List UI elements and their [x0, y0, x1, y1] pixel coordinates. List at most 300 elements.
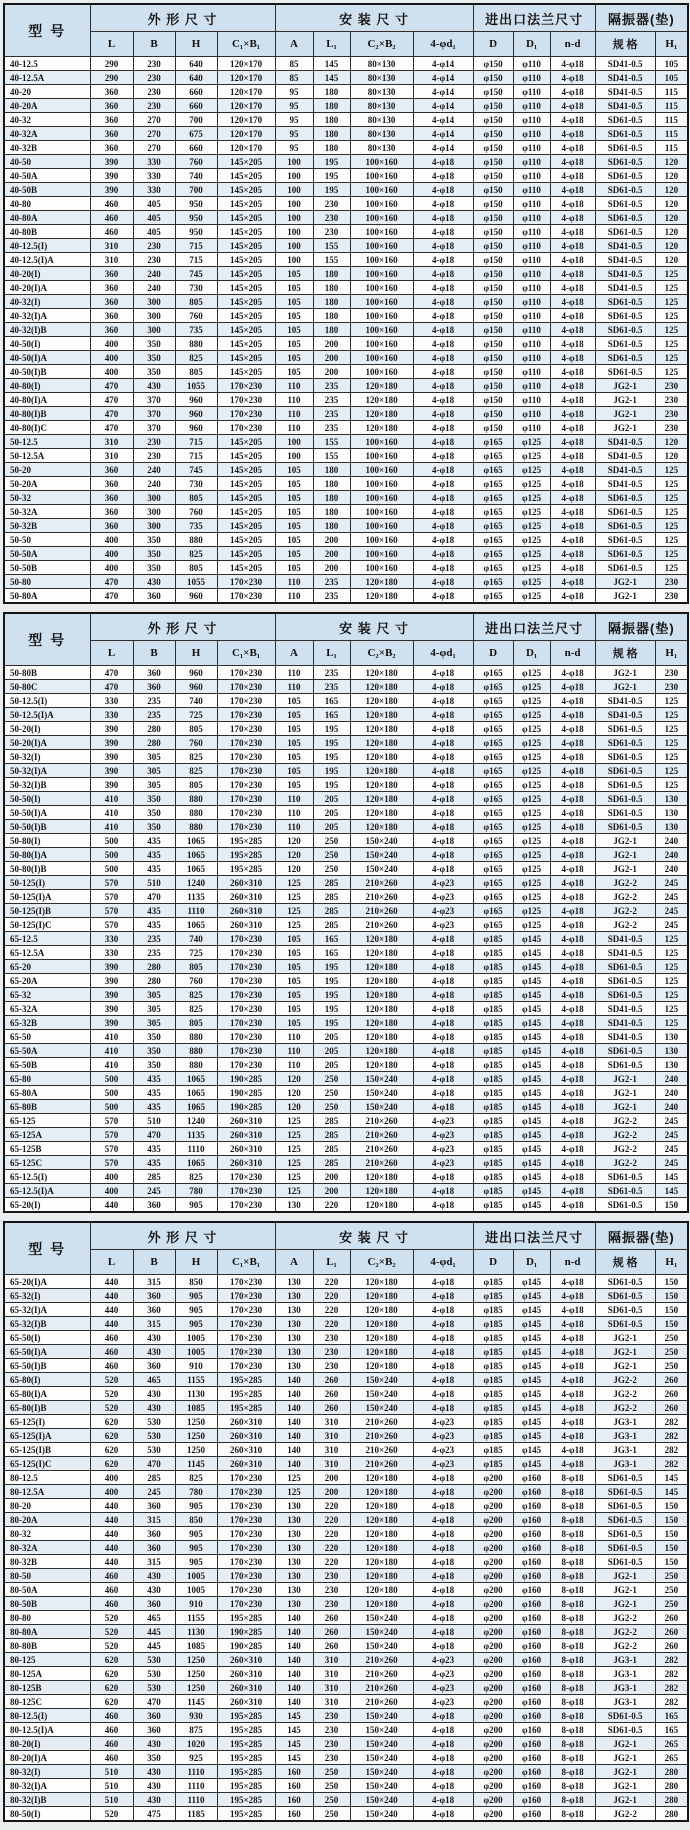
cell-H1: 245 [655, 876, 688, 890]
model-cell: 65-125C [4, 1156, 90, 1170]
model-cell: 80-20A [4, 1513, 90, 1527]
cell-A: 130 [275, 1499, 313, 1513]
cell-A: 100 [275, 183, 313, 197]
cell-C2xB2: 100×160 [350, 477, 413, 491]
cell-H: 960 [175, 589, 217, 604]
table-row [4, 1751, 688, 1765]
cell-D1: φ145 [513, 1443, 550, 1457]
cell-D: φ200 [473, 1681, 513, 1695]
cell-n-d: 4-φ18 [550, 750, 595, 764]
cell-C2xB2: 100×160 [350, 281, 413, 295]
cell-H: 660 [175, 99, 217, 113]
cell-H1: 250 [655, 1569, 688, 1583]
cell-A: 130 [275, 1345, 313, 1359]
cell-A: 110 [275, 407, 313, 421]
table-row [4, 1471, 688, 1485]
cell-H: 735 [175, 519, 217, 533]
cell-n-d: 4-φ18 [550, 533, 595, 547]
table-row [4, 1331, 688, 1345]
cell-D: φ150 [473, 281, 513, 295]
cell-H: 905 [175, 1527, 217, 1541]
cell-n-d: 8-φ18 [550, 1499, 595, 1513]
cell-4-phi-d1: 4-φ18 [413, 225, 473, 239]
table-row [4, 988, 688, 1002]
cell-B: 350 [133, 365, 175, 379]
col-header-H1: H₁ [655, 1250, 688, 1275]
col-header-A: A [275, 641, 313, 666]
cell-L: 470 [90, 666, 133, 680]
cell-H: 805 [175, 722, 217, 736]
cell-H: 780 [175, 1485, 217, 1499]
cell-H1: 282 [655, 1415, 688, 1429]
cell-L1: 180 [313, 477, 350, 491]
model-cell: 50-80C [4, 680, 90, 694]
cell-spec: SD61-0.5 [595, 806, 655, 820]
cell-L1: 195 [313, 736, 350, 750]
cell-D: φ165 [473, 519, 513, 533]
table-row [4, 253, 688, 267]
cell-L: 470 [90, 589, 133, 604]
cell-H1: 125 [655, 974, 688, 988]
cell-H: 715 [175, 435, 217, 449]
cell-A: 125 [275, 1142, 313, 1156]
cell-L1: 230 [313, 1345, 350, 1359]
cell-L: 440 [90, 1555, 133, 1569]
cell-B: 230 [133, 239, 175, 253]
cell-n-d: 8-φ18 [550, 1555, 595, 1569]
cell-C1xB1: 145×205 [217, 449, 275, 463]
col-header-spec: 规 格 [595, 641, 655, 666]
model-cell: 65-50 [4, 1030, 90, 1044]
cell-L: 390 [90, 1002, 133, 1016]
cell-C2xB2: 210×260 [350, 1443, 413, 1457]
cell-4-phi-d1: 4-φ14 [413, 141, 473, 155]
cell-spec: JG2-2 [595, 1625, 655, 1639]
cell-D: φ185 [473, 1002, 513, 1016]
cell-D1: φ110 [513, 337, 550, 351]
cell-4-phi-d1: 4-φ18 [413, 1170, 473, 1184]
cell-D: φ165 [473, 477, 513, 491]
cell-H1: 245 [655, 1156, 688, 1170]
cell-H: 1250 [175, 1667, 217, 1681]
cell-C1xB1: 190×285 [217, 1072, 275, 1086]
cell-D: φ200 [473, 1471, 513, 1485]
table-row [4, 295, 688, 309]
cell-L1: 180 [313, 141, 350, 155]
cell-D1: φ145 [513, 1317, 550, 1331]
cell-H: 1110 [175, 1142, 217, 1156]
cell-C1xB1: 170×230 [217, 1289, 275, 1303]
cell-D1: φ110 [513, 225, 550, 239]
cell-D: φ165 [473, 862, 513, 876]
cell-4-phi-d1: 4-φ18 [413, 547, 473, 561]
cell-L1: 235 [313, 666, 350, 680]
cell-L: 310 [90, 435, 133, 449]
cell-L: 460 [90, 1583, 133, 1597]
cell-spec: JG2-1 [595, 848, 655, 862]
cell-A: 140 [275, 1695, 313, 1709]
cell-4-phi-d1: 4-φ18 [413, 1387, 473, 1401]
cell-B: 235 [133, 708, 175, 722]
cell-4-phi-d1: 4-φ18 [413, 323, 473, 337]
cell-L1: 285 [313, 904, 350, 918]
cell-spec: JG2-1 [595, 1583, 655, 1597]
cell-D1: φ125 [513, 477, 550, 491]
cell-B: 270 [133, 141, 175, 155]
table-row [4, 918, 688, 932]
cell-H1: 130 [655, 1030, 688, 1044]
table-row [4, 393, 688, 407]
cell-D1: φ160 [513, 1485, 550, 1499]
cell-D1: φ160 [513, 1499, 550, 1513]
cell-C1xB1: 170×230 [217, 1499, 275, 1513]
model-cell: 80-50 [4, 1569, 90, 1583]
cell-spec: SD41-0.5 [595, 85, 655, 99]
cell-spec: JG2-2 [595, 1639, 655, 1653]
cell-D1: φ110 [513, 183, 550, 197]
cell-C1xB1: 170×230 [217, 1044, 275, 1058]
cell-H1: 125 [655, 295, 688, 309]
model-cell: 50-50(I) [4, 792, 90, 806]
cell-C2xB2: 150×240 [350, 1779, 413, 1793]
cell-D1: φ125 [513, 463, 550, 477]
cell-D1: φ125 [513, 449, 550, 463]
cell-L1: 220 [313, 1555, 350, 1569]
cell-A: 110 [275, 589, 313, 604]
model-cell: 65-125 [4, 1114, 90, 1128]
model-cell: 65-125(I)A [4, 1429, 90, 1443]
cell-L1: 250 [313, 848, 350, 862]
cell-L: 330 [90, 708, 133, 722]
cell-spec: SD61-0.5 [595, 169, 655, 183]
model-cell: 40-32(I)A [4, 309, 90, 323]
cell-B: 305 [133, 1002, 175, 1016]
cell-D1: φ160 [513, 1569, 550, 1583]
cell-D1: φ160 [513, 1513, 550, 1527]
table-row [4, 533, 688, 547]
cell-H: 1065 [175, 1072, 217, 1086]
cell-C1xB1: 260×310 [217, 1667, 275, 1681]
cell-D1: φ125 [513, 575, 550, 589]
table-row [4, 1695, 688, 1709]
cell-B: 305 [133, 1016, 175, 1030]
cell-A: 105 [275, 295, 313, 309]
cell-C2xB2: 210×260 [350, 1429, 413, 1443]
cell-L1: 310 [313, 1429, 350, 1443]
cell-L1: 250 [313, 1779, 350, 1793]
model-cell: 65-12.5 [4, 932, 90, 946]
cell-L1: 310 [313, 1457, 350, 1471]
cell-L: 390 [90, 750, 133, 764]
cell-n-d: 4-φ18 [550, 57, 595, 71]
cell-H: 905 [175, 1541, 217, 1555]
cell-C2xB2: 120×180 [350, 1359, 413, 1373]
cell-H1: 130 [655, 806, 688, 820]
cell-C2xB2: 120×180 [350, 1569, 413, 1583]
cell-C2xB2: 150×240 [350, 1807, 413, 1822]
group-header-0: 外 形 尺 寸 [90, 4, 275, 32]
cell-C1xB1: 145×205 [217, 351, 275, 365]
model-cell: 80-50B [4, 1597, 90, 1611]
model-cell: 50-125(I)C [4, 918, 90, 932]
cell-D1: φ160 [513, 1793, 550, 1807]
cell-B: 470 [133, 1695, 175, 1709]
col-header-4-phi-d1: 4-φd₁ [413, 1250, 473, 1275]
cell-D1: φ110 [513, 85, 550, 99]
cell-L: 400 [90, 1485, 133, 1499]
cell-D1: φ160 [513, 1667, 550, 1681]
cell-C1xB1: 170×230 [217, 379, 275, 393]
table-row [4, 449, 688, 463]
cell-C2xB2: 150×240 [350, 1793, 413, 1807]
cell-C2xB2: 120×180 [350, 1583, 413, 1597]
cell-L: 360 [90, 309, 133, 323]
cell-D1: φ160 [513, 1471, 550, 1485]
cell-L: 570 [90, 1128, 133, 1142]
cell-C2xB2: 120×180 [350, 932, 413, 946]
cell-D: φ200 [473, 1765, 513, 1779]
cell-H1: 120 [655, 211, 688, 225]
model-cell: 40-20(I)A [4, 281, 90, 295]
cell-A: 130 [275, 1569, 313, 1583]
cell-L1: 205 [313, 806, 350, 820]
cell-B: 470 [133, 1128, 175, 1142]
cell-L: 520 [90, 1625, 133, 1639]
cell-H: 805 [175, 365, 217, 379]
cell-H1: 240 [655, 1100, 688, 1114]
cell-H: 735 [175, 323, 217, 337]
cell-C2xB2: 120×180 [350, 988, 413, 1002]
cell-B: 435 [133, 904, 175, 918]
cell-L: 520 [90, 1387, 133, 1401]
cell-H1: 280 [655, 1765, 688, 1779]
cell-A: 110 [275, 421, 313, 435]
cell-L1: 285 [313, 876, 350, 890]
cell-H: 930 [175, 1709, 217, 1723]
cell-C2xB2: 120×180 [350, 1289, 413, 1303]
cell-D1: φ110 [513, 127, 550, 141]
cell-L: 620 [90, 1429, 133, 1443]
cell-A: 130 [275, 1583, 313, 1597]
cell-A: 120 [275, 862, 313, 876]
cell-H1: 125 [655, 736, 688, 750]
cell-B: 360 [133, 1541, 175, 1555]
cell-4-phi-d1: 4-φ18 [413, 1765, 473, 1779]
cell-n-d: 4-φ18 [550, 1345, 595, 1359]
cell-n-d: 4-φ18 [550, 834, 595, 848]
cell-n-d: 8-φ18 [550, 1569, 595, 1583]
cell-4-phi-d1: 4-φ18 [413, 1275, 473, 1289]
cell-C2xB2: 120×180 [350, 575, 413, 589]
cell-C2xB2: 150×240 [350, 1765, 413, 1779]
cell-spec: SD61-0.5 [595, 1044, 655, 1058]
cell-L: 360 [90, 113, 133, 127]
cell-C1xB1: 195×285 [217, 834, 275, 848]
cell-spec: SD61-0.5 [595, 778, 655, 792]
cell-L: 440 [90, 1198, 133, 1213]
cell-H: 1250 [175, 1681, 217, 1695]
cell-L1: 250 [313, 1793, 350, 1807]
cell-L1: 195 [313, 169, 350, 183]
cell-L1: 310 [313, 1667, 350, 1681]
cell-C2xB2: 120×180 [350, 1345, 413, 1359]
cell-L: 400 [90, 1170, 133, 1184]
cell-L: 360 [90, 281, 133, 295]
cell-4-phi-d1: 4-φ18 [413, 561, 473, 575]
cell-n-d: 4-φ18 [550, 449, 595, 463]
cell-A: 105 [275, 519, 313, 533]
model-cell: 80-50A [4, 1583, 90, 1597]
cell-C1xB1: 145×205 [217, 365, 275, 379]
cell-H1: 125 [655, 533, 688, 547]
cell-L1: 235 [313, 575, 350, 589]
cell-4-phi-d1: 4-φ18 [413, 1303, 473, 1317]
cell-4-phi-d1: 4-φ23 [413, 1653, 473, 1667]
cell-n-d: 4-φ18 [550, 1142, 595, 1156]
cell-D: φ165 [473, 694, 513, 708]
cell-C2xB2: 120×180 [350, 1044, 413, 1058]
table-row [4, 876, 688, 890]
cell-L: 460 [90, 1751, 133, 1765]
model-cell: 65-125(I)C [4, 1457, 90, 1471]
cell-4-phi-d1: 4-φ18 [413, 1555, 473, 1569]
cell-C1xB1: 170×230 [217, 1030, 275, 1044]
cell-A: 110 [275, 575, 313, 589]
cell-B: 430 [133, 1331, 175, 1345]
cell-D1: φ160 [513, 1653, 550, 1667]
cell-4-phi-d1: 4-φ18 [413, 680, 473, 694]
cell-B: 360 [133, 680, 175, 694]
cell-C2xB2: 100×160 [350, 183, 413, 197]
cell-D: φ185 [473, 1072, 513, 1086]
col-header-H: H [175, 1250, 217, 1275]
cell-D: φ165 [473, 890, 513, 904]
cell-C2xB2: 120×180 [350, 1541, 413, 1555]
cell-D: φ150 [473, 421, 513, 435]
table-row [4, 211, 688, 225]
cell-L: 520 [90, 1639, 133, 1653]
cell-C1xB1: 170×230 [217, 708, 275, 722]
cell-C2xB2: 100×160 [350, 267, 413, 281]
cell-H1: 125 [655, 960, 688, 974]
cell-C2xB2: 100×160 [350, 197, 413, 211]
cell-C1xB1: 120×170 [217, 127, 275, 141]
cell-H: 825 [175, 1170, 217, 1184]
cell-L: 620 [90, 1457, 133, 1471]
cell-C1xB1: 145×205 [217, 267, 275, 281]
cell-4-phi-d1: 4-φ18 [413, 820, 473, 834]
cell-L1: 205 [313, 792, 350, 806]
cell-H1: 230 [655, 421, 688, 435]
cell-D1: φ125 [513, 722, 550, 736]
cell-C1xB1: 170×230 [217, 1513, 275, 1527]
cell-H: 950 [175, 211, 217, 225]
cell-A: 105 [275, 463, 313, 477]
cell-D1: φ110 [513, 309, 550, 323]
cell-L1: 165 [313, 708, 350, 722]
cell-H1: 115 [655, 85, 688, 99]
cell-D: φ200 [473, 1807, 513, 1822]
cell-L1: 310 [313, 1681, 350, 1695]
cell-spec: SD61-0.5 [595, 974, 655, 988]
cell-D: φ200 [473, 1541, 513, 1555]
cell-n-d: 4-φ18 [550, 974, 595, 988]
cell-n-d: 4-φ18 [550, 960, 595, 974]
model-cell: 50-50 [4, 533, 90, 547]
cell-D: φ165 [473, 820, 513, 834]
cell-n-d: 4-φ18 [550, 876, 595, 890]
cell-A: 140 [275, 1653, 313, 1667]
cell-H1: 115 [655, 99, 688, 113]
cell-H1: 282 [655, 1681, 688, 1695]
cell-n-d: 4-φ18 [550, 932, 595, 946]
cell-4-phi-d1: 4-φ23 [413, 1681, 473, 1695]
cell-L: 620 [90, 1415, 133, 1429]
cell-A: 105 [275, 736, 313, 750]
cell-C1xB1: 120×170 [217, 113, 275, 127]
cell-C1xB1: 260×310 [217, 876, 275, 890]
cell-spec: SD61-0.5 [595, 491, 655, 505]
table-row [4, 197, 688, 211]
cell-spec: JG2-2 [595, 876, 655, 890]
cell-B: 315 [133, 1513, 175, 1527]
cell-C2xB2: 80×130 [350, 85, 413, 99]
model-cell: 80-32(I)A [4, 1779, 90, 1793]
cell-H: 725 [175, 708, 217, 722]
cell-B: 430 [133, 575, 175, 589]
cell-B: 370 [133, 421, 175, 435]
cell-L: 570 [90, 1156, 133, 1170]
col-header-L: L [90, 32, 133, 57]
cell-D1: φ125 [513, 694, 550, 708]
cell-C1xB1: 145×205 [217, 561, 275, 575]
table-row [4, 1387, 688, 1401]
cell-C1xB1: 145×205 [217, 323, 275, 337]
cell-L1: 260 [313, 1625, 350, 1639]
cell-C2xB2: 100×160 [350, 323, 413, 337]
cell-D: φ165 [473, 463, 513, 477]
cell-D1: φ110 [513, 99, 550, 113]
cell-D1: φ110 [513, 57, 550, 71]
cell-C1xB1: 170×230 [217, 750, 275, 764]
cell-spec: SD41-0.5 [595, 57, 655, 71]
cell-H: 880 [175, 792, 217, 806]
table-row [4, 1807, 688, 1822]
cell-spec: SD41-0.5 [595, 932, 655, 946]
cell-L: 460 [90, 1597, 133, 1611]
cell-n-d: 4-φ18 [550, 1373, 595, 1387]
cell-H1: 130 [655, 1058, 688, 1072]
cell-L1: 155 [313, 253, 350, 267]
model-cell: 65-80(I) [4, 1373, 90, 1387]
table-row [4, 323, 688, 337]
cell-L1: 200 [313, 561, 350, 575]
cell-D1: φ160 [513, 1681, 550, 1695]
cell-C1xB1: 170×230 [217, 946, 275, 960]
table-row [4, 1002, 688, 1016]
cell-L: 510 [90, 1779, 133, 1793]
table-row [4, 792, 688, 806]
cell-D1: φ125 [513, 533, 550, 547]
cell-H1: 240 [655, 834, 688, 848]
cell-C2xB2: 120×180 [350, 1471, 413, 1485]
model-cell: 80-32A [4, 1541, 90, 1555]
cell-n-d: 4-φ18 [550, 680, 595, 694]
table-row [4, 1044, 688, 1058]
table-row [4, 1373, 688, 1387]
model-cell: 40-50A [4, 169, 90, 183]
cell-H: 1110 [175, 1779, 217, 1793]
